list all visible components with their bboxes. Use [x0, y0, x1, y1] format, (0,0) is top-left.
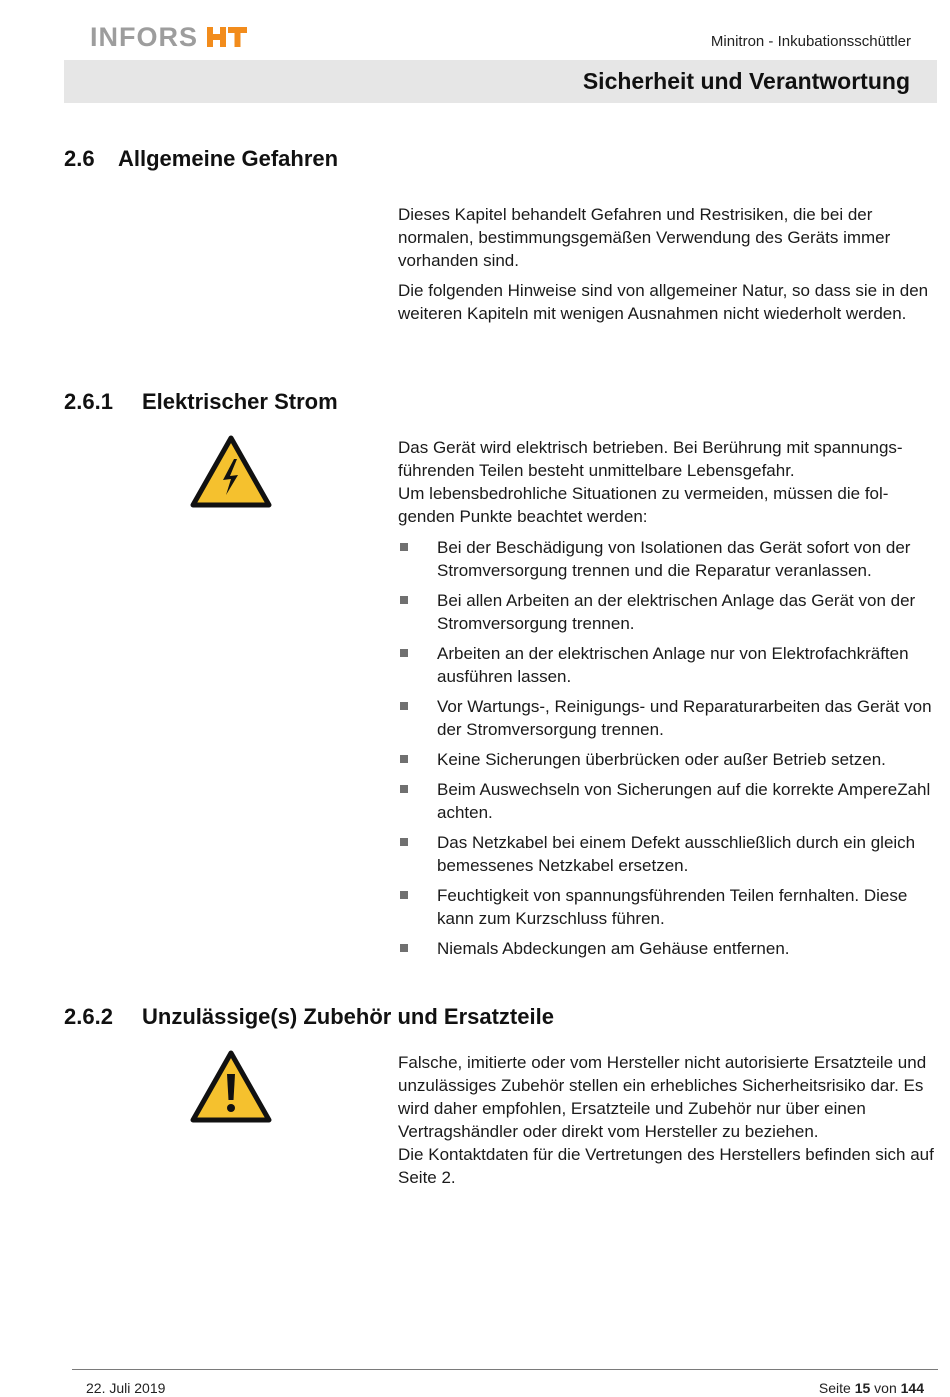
heading-number: 2.6.1 [64, 389, 113, 414]
square-bullet-icon [400, 596, 408, 604]
ht-logo-mark-icon [204, 25, 248, 49]
heading-number: 2.6.2 [64, 1004, 113, 1029]
list-item [398, 778, 938, 824]
electric-hazard-warning-icon [190, 435, 272, 509]
footer-date: 22. Juli 2019 [86, 1380, 166, 1396]
heading-2-6 [64, 146, 338, 172]
heading-2-6-1 [64, 389, 338, 415]
infors-ht-logo [90, 22, 248, 52]
section-2-6-1-body [398, 436, 938, 967]
page-current: 15 [854, 1380, 871, 1396]
list-item [398, 589, 938, 635]
list-item-text: Beim Auswechseln von Sicherungen auf die korrekte AmpereZahl achten. [437, 780, 931, 822]
safety-bullet-list [398, 536, 938, 960]
square-bullet-icon [400, 785, 408, 793]
list-item [398, 536, 938, 582]
list-item-text: Das Netzkabel bei einem Defekt ausschließlich durch ein gleich bemessenes Netzkabel ersetzen. [437, 833, 916, 875]
heading-2-6-2 [64, 1004, 554, 1030]
logo-text: INFORS [90, 21, 199, 52]
heading-text: Allgemeine Gefahren [118, 146, 339, 171]
section-2-6-2-body [398, 1051, 938, 1189]
square-bullet-icon [400, 649, 408, 657]
general-warning-icon [190, 1050, 272, 1124]
square-bullet-icon [400, 543, 408, 551]
section-2-6-body [398, 203, 938, 332]
paragraph: Die folgenden Hinweise sind von allgemeiner Natur, so dass sie in den weiteren Kapiteln mit wenigen Ausnahmen nicht wiederholt werden. [398, 281, 929, 323]
square-bullet-icon [400, 755, 408, 763]
page-total: 144 [900, 1380, 924, 1396]
square-bullet-icon [400, 838, 408, 846]
footer-page-number [819, 1380, 924, 1396]
paragraph: Um lebensbedrohliche Situationen zu vermeiden, müssen die folgenden Punkte beachtet werden: [398, 484, 889, 526]
square-bullet-icon [400, 891, 408, 899]
heading-number: 2.6 [64, 146, 95, 171]
list-item-text: Bei der Beschädigung von Isolationen das Gerät sofort von der Stromversorgung trennen und die Reparatur veranlassen. [437, 538, 911, 580]
square-bullet-icon [400, 702, 408, 710]
page-prefix: Seite [818, 1380, 851, 1396]
list-item-text: Vor Wartungs-, Reinigungs- und Reparaturarbeiten das Gerät von der Stromversorgung trennen. [437, 697, 932, 739]
page-separator: von [874, 1380, 897, 1396]
list-item [398, 748, 938, 771]
chapter-title: Sicherheit und Verantwortung [582, 68, 910, 94]
paragraph: Die Kontaktdaten für die Vertretungen des Herstellers befinden sich auf Seite 2. [398, 1145, 934, 1187]
paragraph: Das Gerät wird elektrisch betrieben. Bei Berührung mit spannungsführenden Teilen besteht unmittelbare Lebensgefahr. [398, 438, 903, 480]
list-item [398, 642, 938, 688]
list-item-text: Niemals Abdeckungen am Gehäuse entfernen. [437, 939, 790, 958]
list-item-text: Bei allen Arbeiten an der elektrischen Anlage das Gerät von der Stromversorgung trennen. [437, 591, 916, 633]
list-item-text: Feuchtigkeit von spannungsführenden Teilen fernhalten. Diese kann zum Kurzschluss führen. [437, 886, 908, 928]
document-title: Minitron - Inkubationsschüttler [710, 33, 911, 50]
footer-divider [72, 1369, 938, 1370]
paragraph: Falsche, imitierte oder vom Hersteller nicht autorisierte Ersatzteile und unzulässiges Zubehör stellen ein erhebliches Sicherheitsrisiko dar. Es wird daher empfohlen, Ersatzteile und Zubehör nur über einen Vertragshändler oder direkt vom Hersteller zu beziehen. [398, 1053, 927, 1141]
heading-text: Elektrischer Strom [142, 389, 338, 414]
list-item-text: Keine Sicherungen überbrücken oder außer Betrieb setzen. [437, 750, 886, 769]
paragraph: Dieses Kapitel behandelt Gefahren und Restrisiken, die bei der normalen, bestimmungsgemäßen Verwendung des Geräts immer vorhanden sind. [398, 205, 891, 270]
list-item [398, 831, 938, 877]
list-item-text: Arbeiten an der elektrischen Anlage nur von Elektrofachkräften ausführen lassen. [437, 644, 909, 686]
square-bullet-icon [400, 944, 408, 952]
list-item [398, 884, 938, 930]
heading-text: Unzulässige(s) Zubehör und Ersatzteile [142, 1004, 554, 1029]
section-header-band [64, 60, 937, 103]
list-item [398, 937, 938, 960]
list-item [398, 695, 938, 741]
